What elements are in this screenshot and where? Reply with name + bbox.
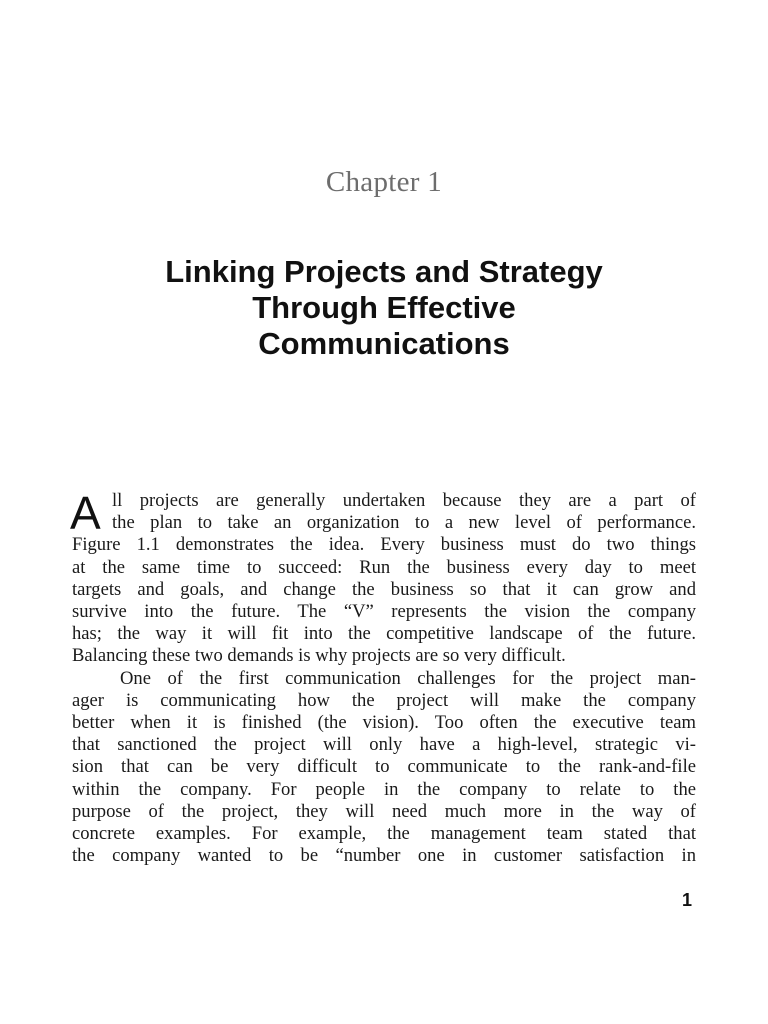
- body-line: One of the first communication challenges for the project man-: [120, 667, 696, 689]
- drop-cap: A: [70, 487, 101, 539]
- body-line: ll projects are generally undertaken because they are a part of: [112, 490, 696, 511]
- chapter-title-line: Communications: [258, 326, 510, 361]
- body-line: has; the way it will fit into the competitive landscape of the future.: [72, 623, 696, 645]
- body-line: the company wanted to be “number one in customer satisfaction in: [72, 845, 696, 867]
- body-text: [70, 487, 696, 867]
- chapter-label: Chapter 1: [325, 166, 443, 198]
- chapter-title: [60, 254, 708, 362]
- body-line: within the company. For people in the company to relate to the: [72, 778, 696, 800]
- page-number: 1: [681, 890, 692, 910]
- body-line: at the same time to succeed: Run the business every day to meet: [72, 556, 696, 578]
- chapter-title-line: Through Effective: [252, 290, 516, 325]
- body-line: survive into the future. The “V” represents the vision the company: [72, 601, 696, 623]
- body-line: targets and goals, and change the business so that it can grow and: [72, 578, 696, 600]
- body-line: ager is communicating how the project will make the company: [72, 689, 696, 711]
- body-line: Figure 1.1 demonstrates the idea. Every business must do two things: [72, 534, 696, 556]
- body-line: Balancing these two demands is why projects are so very difficult.: [72, 645, 566, 667]
- body-line: the plan to take an organization to a new level of performance.: [112, 512, 696, 534]
- body-line: that sanctioned the project will only have a high-level, strategic vi-: [72, 734, 696, 756]
- body-line: sion that can be very difficult to communicate to the rank-and-file: [72, 756, 696, 778]
- body-line: better when it is finished (the vision). Too often the executive team: [72, 712, 696, 734]
- chapter-title-line: Linking Projects and Strategy: [165, 254, 603, 289]
- body-line: concrete examples. For example, the management team stated that: [72, 823, 696, 845]
- body-line: purpose of the project, they will need much more in the way of: [72, 800, 696, 822]
